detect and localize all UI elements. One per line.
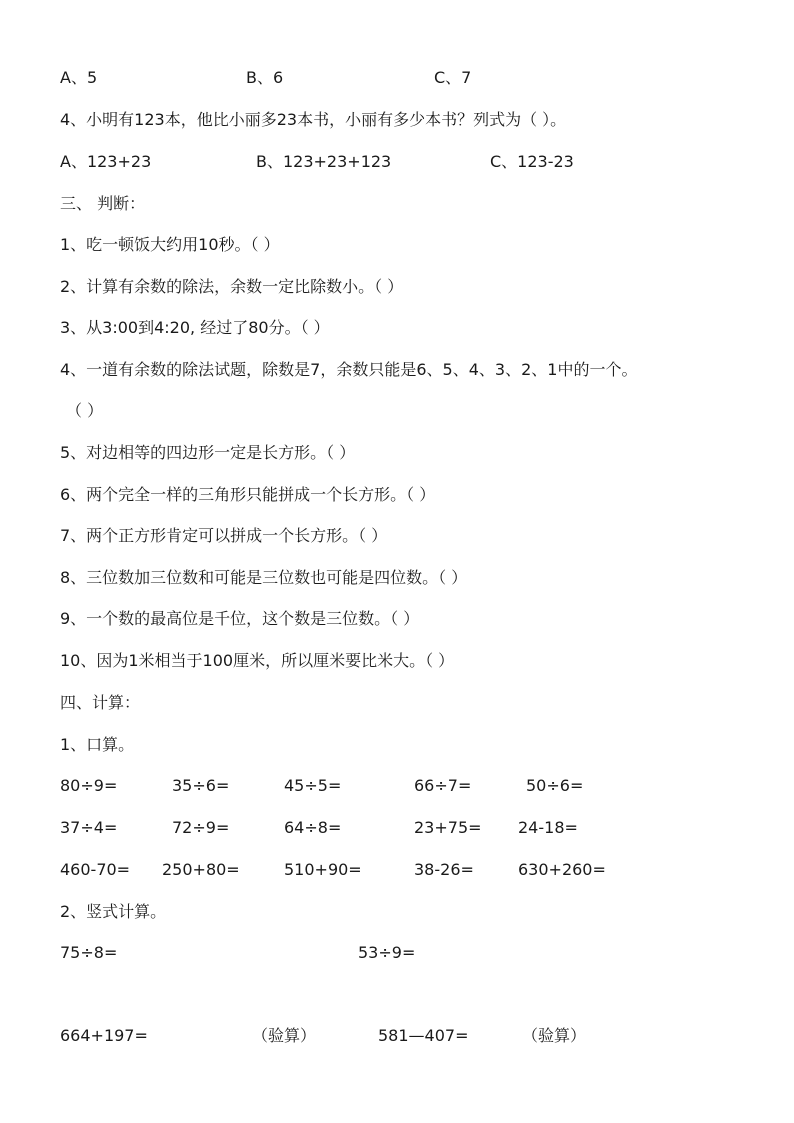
q4-option-c: C、123-23 <box>490 152 574 171</box>
check-label: （验算） <box>252 1026 317 1045</box>
oral-expression: 510+90= <box>284 860 362 879</box>
q4-option-b: B、123+23+123 <box>256 152 392 171</box>
oral-expression: 630+260= <box>518 860 606 879</box>
judge-item-8: 8、三位数加三位数和可能是三位数也可能是四位数。（ ） <box>60 568 468 587</box>
oral-expression: 72÷9= <box>172 818 230 837</box>
vertical-calc-title: 2、竖式计算。 <box>60 902 167 921</box>
vertical-expression: 581—407= <box>378 1026 469 1045</box>
oral-expression: 66÷7= <box>414 776 472 795</box>
section-calc-heading: 四、计算： <box>60 693 141 712</box>
judge-item-5: 5、对边相等的四边形一定是长方形。（ ） <box>60 443 356 462</box>
judge-item-6: 6、两个完全一样的三角形只能拼成一个长方形。（ ） <box>60 485 436 504</box>
judge-item-7: 7、两个正方形肯定可以拼成一个长方形。（ ） <box>60 526 388 545</box>
judge-item-1: 1、吃一顿饭大约用10秒。（ ） <box>60 235 280 254</box>
oral-expression: 37÷4= <box>60 818 118 837</box>
vertical-expression: 75÷8= <box>60 943 118 962</box>
oral-calc-title: 1、口算。 <box>60 735 135 754</box>
vertical-expression: 53÷9= <box>358 943 416 962</box>
question-4: 4、小明有123本，他比小丽多23本书，小丽有多少本书？列式为（ ）。 <box>60 110 567 129</box>
option-b: B、6 <box>246 68 284 87</box>
judge-item-9: 9、一个数的最高位是千位，这个数是三位数。（ ） <box>60 609 420 628</box>
oral-expression: 460-70= <box>60 860 131 879</box>
q4-option-a: A、123+23 <box>60 152 152 171</box>
oral-expression: 80÷9= <box>60 776 118 795</box>
option-c: C、7 <box>434 68 472 87</box>
judge-item-10: 10、因为1米相当于100厘米，所以厘米要比米大。（ ） <box>60 651 455 670</box>
judge-item-4: 4、一道有余数的除法试题，除数是7，余数只能是6、5、4、3、2、1中的一个。 <box>60 360 638 379</box>
oral-expression: 50÷6= <box>526 776 584 795</box>
oral-expression: 45÷5= <box>284 776 342 795</box>
oral-expression: 24-18= <box>518 818 578 837</box>
option-a: A、5 <box>60 68 98 87</box>
section-judge-heading: 三、 判断： <box>60 194 146 213</box>
judge-item-3: 3、从3:00到4:20, 经过了80分。（ ） <box>60 318 330 337</box>
oral-expression: 35÷6= <box>172 776 230 795</box>
oral-expression: 38-26= <box>414 860 474 879</box>
judge-item-2: 2、计算有余数的除法，余数一定比除数小。（ ） <box>60 277 404 296</box>
oral-expression: 64÷8= <box>284 818 342 837</box>
vertical-expression: 664+197= <box>60 1026 148 1045</box>
judge-item-4-answer: （ ） <box>66 401 104 420</box>
oral-expression: 23+75= <box>414 818 482 837</box>
oral-expression: 250+80= <box>162 860 240 879</box>
check-label: （验算） <box>522 1026 587 1045</box>
